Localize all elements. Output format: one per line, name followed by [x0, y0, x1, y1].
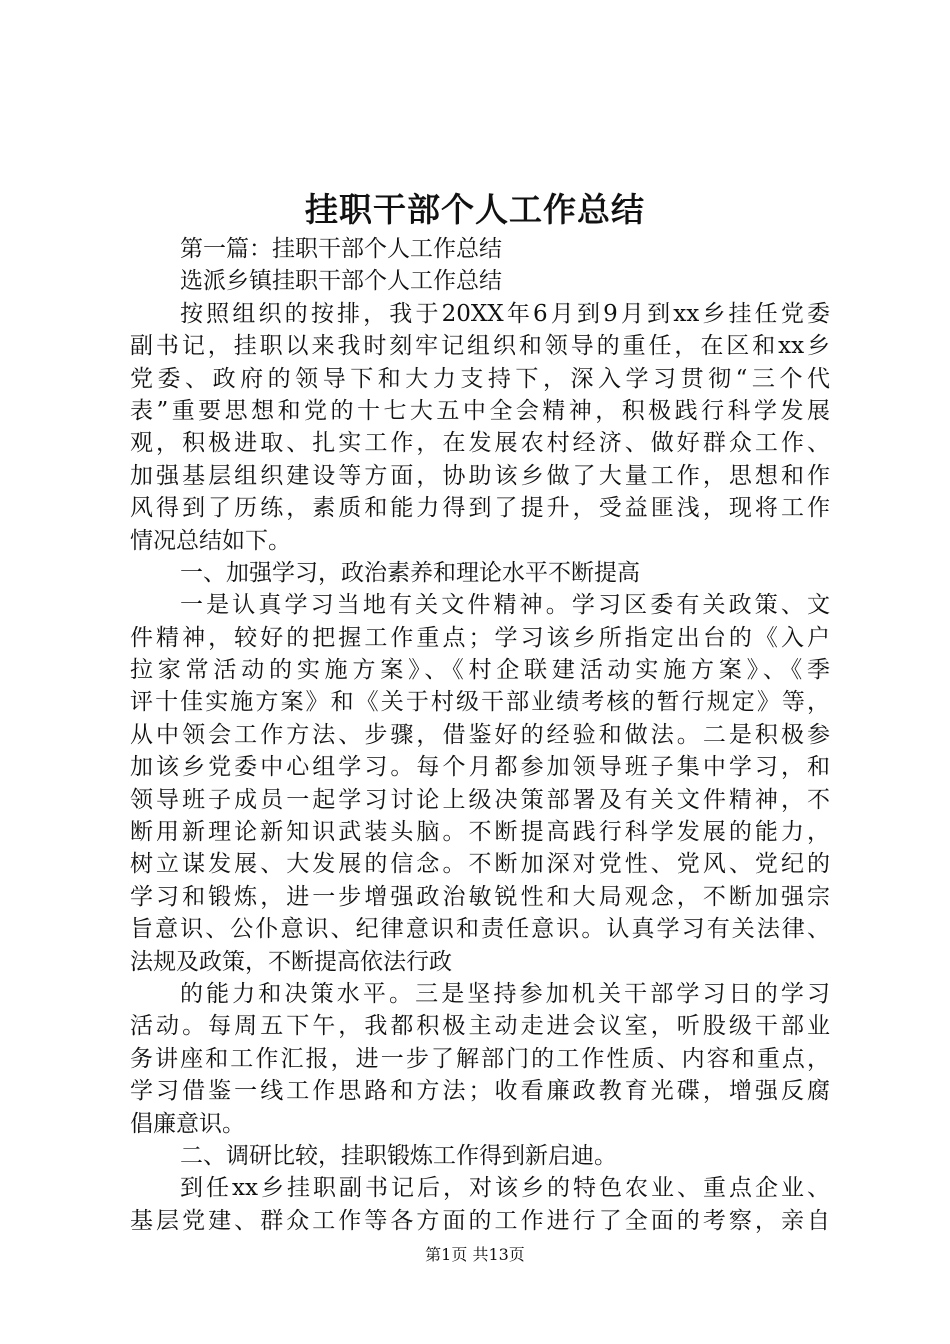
text-line: 拉家常活动的实施方案》、《村企联建活动实施方案》、《季: [130, 657, 830, 684]
text-line: 断用新理论新知识武装头脑。不断提高践行科学发展的能力，: [130, 819, 830, 846]
text-line: 二、调研比较，挂职锻炼工作得到新启迪。: [180, 1142, 617, 1169]
text-line: 件精神，较好的把握工作重点；学习该乡所指定出台的《入户: [130, 624, 830, 651]
text-line: 评十佳实施方案》和《关于村级干部业绩考核的暂行规定》等，: [130, 689, 830, 716]
text-line: 一、加强学习，政治素养和理论水平不断提高: [180, 559, 640, 586]
text-line: 旨意识、公仆意识、纪律意识和责任意识。认真学习有关法律、: [130, 916, 830, 943]
text-line: 树立谋发展、大发展的信念。不断加深对党性、党风、党纪的: [130, 851, 830, 878]
text-line: 一是认真学习当地有关文件精神。学习区委有关政策、文: [180, 592, 830, 619]
text-line: 副书记，挂职以来我时刻牢记组织和领导的重任，在区和xx乡: [130, 333, 830, 360]
page-footer: 第1页 共13页: [425, 1245, 525, 1264]
text-line: 倡廉意识。: [130, 1110, 245, 1137]
text-line: 活动。每周五下午，我都积极主动走进会议室，听股级干部业: [130, 1013, 830, 1040]
text-line: 学习和锻炼，进一步增强政治敏锐性和大局观念，不断加强宗: [130, 883, 830, 910]
text-line: 第一篇：挂职干部个人工作总结: [180, 236, 502, 262]
text-line: 从中领会工作方法、步骤，借鉴好的经验和做法。二是积极参: [130, 721, 830, 748]
document-title: 挂职干部个人工作总结: [305, 190, 645, 229]
text-line: 务讲座和工作汇报，进一步了解部门的工作性质、内容和重点，: [130, 1045, 830, 1072]
text-line: 加该乡党委中心组学习。每个月都参加领导班子集中学习，和: [130, 754, 830, 781]
text-line: 法规及政策，不断提高依法行政: [130, 948, 452, 975]
text-line: 加强基层组织建设等方面，协助该乡做了大量工作，思想和作: [130, 462, 830, 489]
text-line: 领导班子成员一起学习讨论上级决策部署及有关文件精神，不: [130, 786, 830, 813]
text-line: 风得到了历练，素质和能力得到了提升，受益匪浅，现将工作: [130, 495, 830, 522]
document-body: [130, 233, 830, 1237]
text-line: 选派乡镇挂职干部个人工作总结: [180, 268, 502, 295]
text-line: 到任xx乡挂职副书记后，对该乡的特色农业、重点企业、: [180, 1175, 830, 1202]
text-line: 党委、政府的领导下和大力支持下，深入学习贯彻“三个代: [130, 365, 830, 392]
text-line: 按照组织的按排，我于20XX年6月到9月到xx乡挂任党委: [180, 300, 830, 327]
text-line: 的能力和决策水平。三是坚持参加机关干部学习日的学习: [180, 980, 830, 1007]
text-line: 学习借鉴一线工作思路和方法；收看廉政教育光碟，增强反腐: [130, 1078, 830, 1105]
text-line: 观，积极进取、扎实工作，在发展农村经济、做好群众工作、: [130, 430, 830, 457]
text-line: 基层党建、群众工作等各方面的工作进行了全面的考察，亲自: [130, 1207, 830, 1234]
text-line: 情况总结如下。: [130, 527, 291, 554]
text-line: 表”重要思想和党的十七大五中全会精神，积极践行科学发展: [130, 397, 830, 424]
